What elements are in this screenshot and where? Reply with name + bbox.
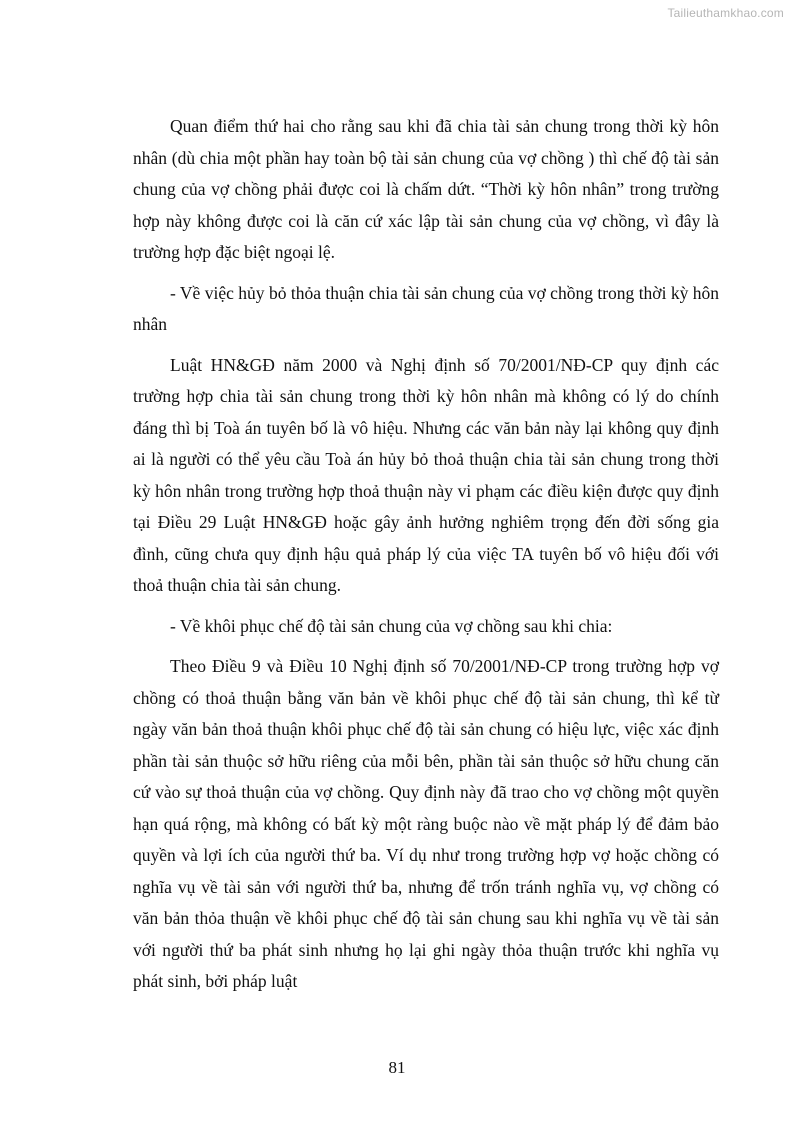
paragraph-1: Quan điểm thứ hai cho rằng sau khi đã chia tài sản chung trong thời kỳ hôn nhân (dù chia một phần hay toàn bộ tài sản chung của vợ chồng ) thì chế độ tài sản chung của vợ chồng phải được coi là chấm dứt. “Thời kỳ hôn nhân” trong trường hợp này không được coi là căn cứ xác lập tài sản chung của vợ chồng, vì đây là trường hợp đặc biệt ngoại lệ.: [133, 116, 719, 262]
paragraph-5: Theo Điều 9 và Điều 10 Nghị định số 70/2001/NĐ-CP trong trường hợp vợ chồng có thoả thuận bằng văn bản về khôi phục chế độ tài sản chung, thì kể từ ngày văn bản thoả thuận khôi phục chế độ tài sản chung có hiệu lực, việc xác định phần tài sản thuộc sở hữu riêng của mỗi bên, phần tài sản thuộc sở hữu chung căn cứ vào sự thoả thuận của vợ chồng. Quy định này đã trao cho vợ chồng một quyền hạn quá rộng, mà không có bất kỳ một ràng buộc nào về mặt pháp lý để đảm bảo quyền và lợi ích của người thứ ba. Ví dụ như trong trường hợp vợ hoặc chồng có nghĩa vụ về tài sản với người thứ ba, nhưng để trốn tránh nghĩa vụ, vợ chồng có văn bản thỏa thuận về khôi phục chế độ tài sản chung sau khi nghĩa vụ về tài sản với người thứ ba phát sinh nhưng họ lại ghi ngày thỏa thuận trước khi nghĩa vụ phát sinh, bởi pháp luật: [133, 656, 719, 991]
paragraph-2: - Về việc hủy bỏ thỏa thuận chia tài sản chung của vợ chồng trong thời kỳ hôn nhân: [133, 282, 719, 334]
paragraph-3: Luật HN&GĐ năm 2000 và Nghị định số 70/2001/NĐ-CP quy định các trường hợp chia tài sản chung trong thời kỳ hôn nhân mà không có lý do chính đáng thì bị Toà án tuyên bố là vô hiệu. Nhưng các văn bản này lại không quy định ai là người có thể yêu cầu Toà án hủy bỏ thoả thuận chia tài sản chung trong thời kỳ hôn nhân trong trường hợp thoả thuận này vi phạm các điều kiện được quy định tại Điều 29 Luật HN&GĐ hoặc gây ảnh hưởng nghiêm trọng đến đời sống gia đình, cũng chưa quy định hậu quả pháp lý của việc TA tuyên bố vô hiệu đối với thoả thuận chia tài sản chung.: [133, 354, 719, 595]
document-body: [133, 111, 719, 1007]
page-number: 81: [388, 1058, 406, 1077]
paragraph-4: - Về khôi phục chế độ tài sản chung của vợ chồng sau khi chia:: [170, 615, 613, 636]
watermark-text: Tailieuthamkhao.com: [667, 6, 784, 20]
